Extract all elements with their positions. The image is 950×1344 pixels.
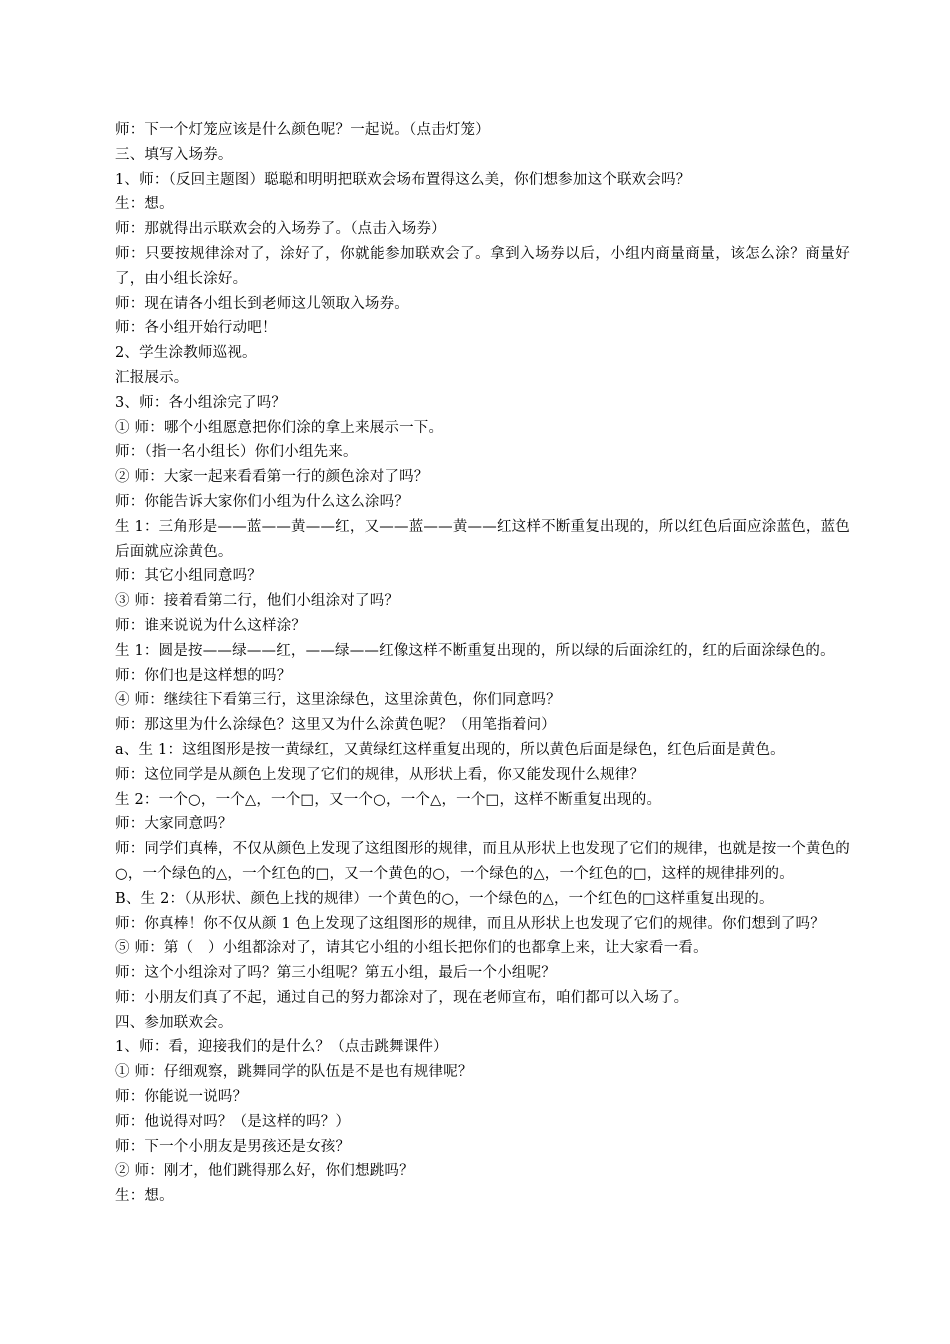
paragraph: 师：你能告诉大家你们小组为什么这么涂吗？ [115,493,409,510]
paragraph: 师：现在请各小组长到老师这儿领取入场券。 [115,295,409,312]
paragraph: B、生 2：（从形状、颜色上找的规律）一个黄色的○，一个绿色的△，一个红色的□这样重复出现的。 [115,890,774,907]
document-page [115,118,850,1209]
paragraph: 师：你真棒！你不仅从颜 1 色上发现了这组图形的规律，而且从形状上也发现了它们的规律。你们想到了吗？ [115,915,825,932]
paragraph: 生：想。 [115,196,174,213]
paragraph: 师：下一个小朋友是男孩还是女孩？ [115,1138,351,1155]
paragraph: 师：各小组开始行动吧！ [115,320,277,337]
paragraph: 汇报展示。 [115,369,189,386]
paragraph: a、生 1：这组图形是按一黄绿红，又黄绿红这样重复出现的，所以黄色后面是绿色，红色后面是黄色。 [115,741,785,758]
paragraph: 师：那这里为什么涂绿色？这里又为什么涂黄色呢？（用笔指着问） [115,717,556,734]
paragraph: ① 师：哪个小组愿意把你们涂的拿上来展示一下。 [115,419,444,436]
paragraph: 生：想。 [115,1188,174,1205]
paragraph: 师：小朋友们真了不起，通过自己的努力都涂对了，现在老师宣布，咱们都可以入场了。 [115,989,689,1006]
paragraph: 师：那就得出示联欢会的入场券了。（点击入场券） [115,221,446,238]
paragraph: 师：同学们真棒，不仅从颜色上发现了这组图形的规律，而且从形状上也发现了它们的规律，也就是按一个黄色的○，一个绿色的△，一个红色的□，又一个黄色的○，一个绿色的△，一个红色的□，这样的规律排列的。 [115,841,850,882]
paragraph: 师：其它小组同意吗？ [115,568,262,585]
paragraph: 师：下一个灯笼应该是什么颜色呢？一起说。（点击灯笼） [115,122,490,138]
paragraph: 生 1：圆是按——绿——红，——绿——红像这样不断重复出现的，所以绿的后面涂红的，红的后面涂绿色的。 [115,642,835,659]
paragraph: ② 师：刚才，他们跳得那么好，你们想跳吗？ [115,1163,414,1180]
paragraph: 师：谁来说说为什么这样涂？ [115,617,307,634]
paragraph: 1、师：（反回主题图）聪聪和明明把联欢会场布置得这么美，你们想参加这个联欢会吗？ [115,171,691,188]
paragraph: 师：这位同学是从颜色上发现了它们的规律，从形状上看，你又能发现什么规律？ [115,766,645,783]
paragraph: 2、学生涂教师巡视。 [115,345,257,362]
paragraph: 生 1：三角形是——蓝——黄——红，又——蓝——黄——红这样不断重复出现的，所以红色后面应涂蓝色，蓝色后面就应涂黄色。 [115,518,850,560]
paragraph: ① 师：仔细观察，跳舞同学的队伍是不是也有规律呢？ [115,1064,473,1081]
paragraph: ⑤ 师：第（ ）小组都涂对了，请其它小组的小组长把你们的也都拿上来，让大家看一看。 [115,940,708,957]
paragraph: ② 师：大家一起来看看第一行的颜色涂对了吗？ [115,469,429,486]
paragraph: 师：大家同意吗？ [115,816,233,833]
paragraph: 师：只要按规律涂对了，涂好了，你就能参加联欢会了。拿到入场券以后，小组内商量商量，该怎么涂？商量好了，由小组长涂好。 [115,245,850,287]
paragraph: 3、师：各小组涂完了吗？ [115,394,287,411]
paragraph: 师：他说得对吗？（是这样的吗？） [115,1113,351,1130]
paragraph: 师：（指一名小组长）你们小组先来。 [115,444,358,461]
paragraph: 生 2：一个○，一个△，一个□，又一个○，一个△，一个□，这样不断重复出现的。 [115,791,662,808]
paragraph: ③ 师：接着看第二行，他们小组涂对了吗？ [115,593,400,610]
paragraph: 1、师：看，迎接我们的是什么？（点击跳舞课件） [115,1039,448,1056]
paragraph: 三、填写入场券。 [115,146,233,163]
paragraph: 师：你能说一说吗？ [115,1089,248,1106]
paragraph: 师：你们也是这样想的吗？ [115,667,292,684]
paragraph: ④ 师：继续往下看第三行，这里涂绿色，这里涂黄色，你们同意吗？ [115,692,561,709]
paragraph: 四、参加联欢会。 [115,1014,233,1031]
paragraph: 师：这个小组涂对了吗？第三小组呢？第五小组，最后一个小组呢？ [115,965,556,982]
